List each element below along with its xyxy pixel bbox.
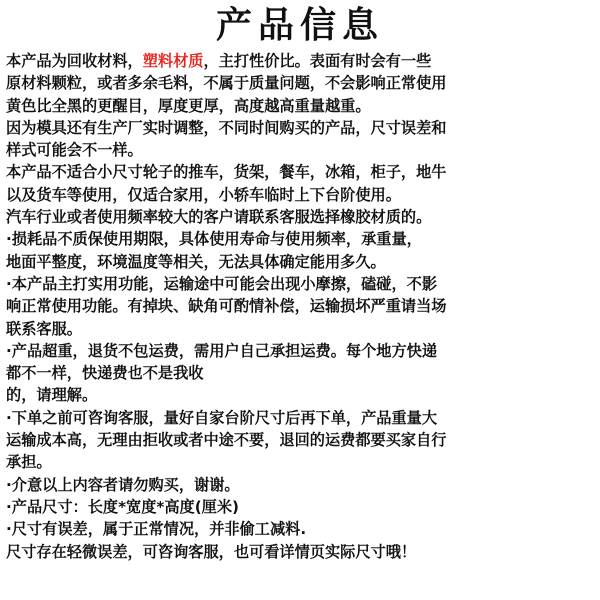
info-line-1-post: ，主打性价比。表面有时会有一些 xyxy=(203,52,432,70)
page-title: 产品信息 xyxy=(215,5,384,46)
info-line-22: ·尺寸有误差，属于正常情况，并非偷工减料. xyxy=(6,520,307,539)
material-highlight: 塑料材质 xyxy=(142,52,204,70)
info-line-9: ·损耗品不质保使用期限，具体使用寿命与使用频率，承重量， xyxy=(6,230,422,249)
info-line-16: 的，请理解。 xyxy=(6,386,98,405)
info-line-21: ·产品尺寸：长度*宽度*高度(厘米) xyxy=(6,497,239,516)
info-line-10: 地面平整度，环境温度等相关，无法具体确定能用多久。 xyxy=(6,252,386,271)
info-line-8: 汽车行业或者使用频率较大的客户请联系客服选择橡胶材质的。 xyxy=(6,208,432,227)
info-line-15: 都不一样，快递费也不是我收 xyxy=(6,364,204,383)
info-line-5: 样式可能会不一样。 xyxy=(6,141,143,160)
info-line-1 xyxy=(6,50,598,72)
info-line-18: 运输成本高，无理由拒收或者中途不要，退回的运费都要买家自行 xyxy=(6,431,447,450)
product-info-body xyxy=(6,50,598,563)
info-line-6: 本产品不适合小尺寸轮子的推车，货架，餐车，冰箱，柜子，地牛 xyxy=(6,163,447,182)
info-line-13: 联系客服。 xyxy=(6,319,82,338)
info-line-4: 因为模具还有生产厂实时调整，不同时间购买的产品，尺寸误差和 xyxy=(6,118,447,137)
info-line-11: ·本产品主打实用功能，运输途中可能会出现小摩擦，磕碰，不影 xyxy=(6,274,438,293)
info-line-1-pre: 本产品为回收材料， xyxy=(6,52,143,70)
info-line-23: 尺寸存在轻微误差，可咨询客服，也可看详情页实际尺寸哦！ xyxy=(6,542,417,561)
info-line-19: 承担。 xyxy=(6,453,52,472)
info-line-7: 以及货车等使用，仅适合家用，小轿车临时上下台阶使用。 xyxy=(6,185,401,204)
info-line-2: 原材料颗粒，或者多余毛料，不属于质量问题，不会影响正常使用 xyxy=(6,74,447,93)
info-line-17: ·下单之前可咨询客服，量好自家台阶尺寸后再下单，产品重量大 xyxy=(6,408,438,427)
info-line-14: ·产品超重，退货不包运费，需用户自己承担运费。每个地方快递 xyxy=(6,341,438,360)
info-line-3: 黄色比全黑的更醒目，厚度更厚，高度越高重量越重。 xyxy=(6,96,371,115)
info-line-12: 响正常使用功能。有掉块、缺角可酌情补偿，运输损坏严重请当场 xyxy=(6,297,447,316)
info-line-20: ·介意以上内容者请勿购买，谢谢。 xyxy=(6,475,240,494)
